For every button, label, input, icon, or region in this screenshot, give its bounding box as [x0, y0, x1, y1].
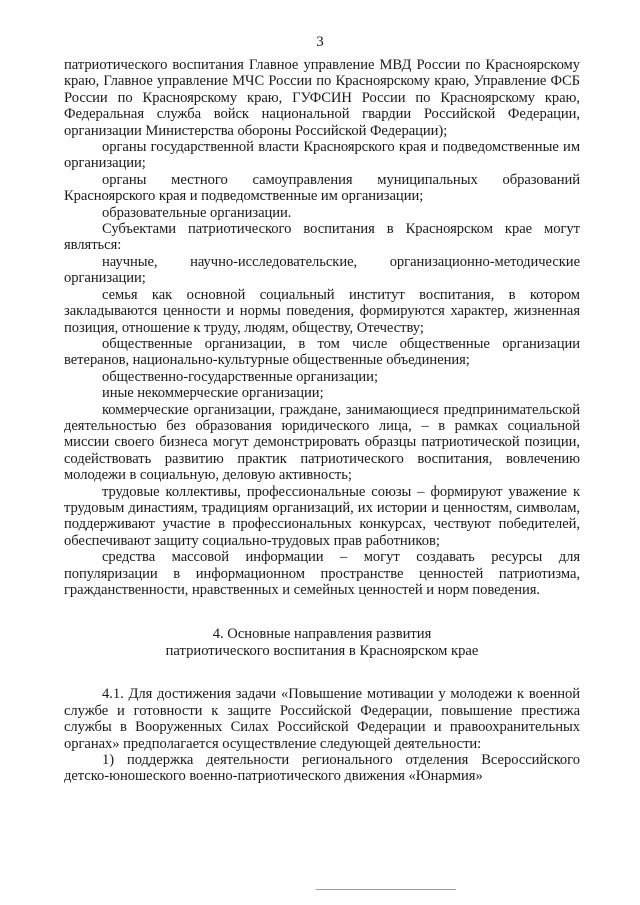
paragraph-list-item-1: 1) поддержка деятельности регионального отделения Всероссийского детско-юношеского военно-патриотического движения «Юнармия»	[64, 752, 580, 785]
paragraph-continuation: патриотического воспитания Главное управление МВД России по Красноярскому краю, Главное управление МЧС России по Красноярскому краю, Управление ФСБ России по Красноярскому краю, ГУФСИН России по Красноярскому краю, Федеральная служба войск национальной гвардии Российской Федерации, организации Министерства обороны Российской Федерации);	[64, 57, 580, 139]
paragraph-local-government: органы местного самоуправления муниципальных образований Красноярского края и подведомственные им организации;	[64, 171, 580, 205]
paragraph-nonprofit-orgs: иные некоммерческие организации;	[102, 385, 324, 402]
paragraph-labor-collectives: трудовые коллективы, профессиональные союзы – формируют уважение к трудовым династиям, традициям организаций, их истории и ценностям, символам, поддерживают участие в профессиональных конкурсах, чествуют победителей, обеспечивают защиту социально-трудовых прав работников;	[64, 483, 580, 549]
paragraph-mass-media: средства массовой информации – могут создавать ресурсы для популяризации в информационном пространстве ценностей патриотизма, гражданственности, нравственных и семейных ценностей и норм поведения.	[64, 549, 580, 598]
paragraph-section-4-1: 4.1. Для достижения задачи «Повышение мотивации у молодежи к военной службе и готовности к защите Российской Федерации, повышение престижа службы в Вооруженных Силах Российской Федерации и правоохранительных органах» предполагается осуществление следующей деятельности:	[64, 686, 580, 752]
section-heading-line-1: 4. Основные направления развития	[212, 626, 432, 643]
paragraph-family: семья как основной социальный институт воспитания, в котором закладываются ценности и нормы поведения, формируются характер, жизненная позиция, отношение к труду, людям, обществу, Отечеству;	[64, 286, 580, 336]
section-heading-line-2: патриотического воспитания в Красноярском крае	[165, 643, 479, 660]
paragraph-commercial-orgs: коммерческие организации, граждане, занимающиеся предпринимательской деятельностью без образования юридического лица, – в рамках социальной миссии своего бизнеса могут демонстрировать образцы патриотической позиции, содействовать развитию практик патриотического воспитания, вовлечению молодежи в социальную, деловую активность;	[64, 401, 580, 484]
paragraph-educational-orgs: образовательные организации.	[102, 204, 292, 221]
page-number: 3	[316, 34, 324, 50]
paragraph-state-authorities: органы государственной власти Красноярского края и подведомственные им организации;	[64, 139, 580, 172]
paragraph-scientific-orgs: научные, научно-исследовательские, организационно-методические организации;	[64, 253, 580, 287]
paragraph-subjects-intro: Субъектами патриотического воспитания в Красноярском крае могут являться:	[64, 221, 580, 254]
paragraph-public-orgs: общественные организации, в том числе общественные организации ветеранов, национально-культурные общественные объединения;	[64, 335, 580, 369]
document-body	[64, 57, 580, 785]
scan-artifact-line	[316, 889, 456, 890]
paragraph-public-state-orgs: общественно-государственные организации;	[102, 368, 378, 385]
